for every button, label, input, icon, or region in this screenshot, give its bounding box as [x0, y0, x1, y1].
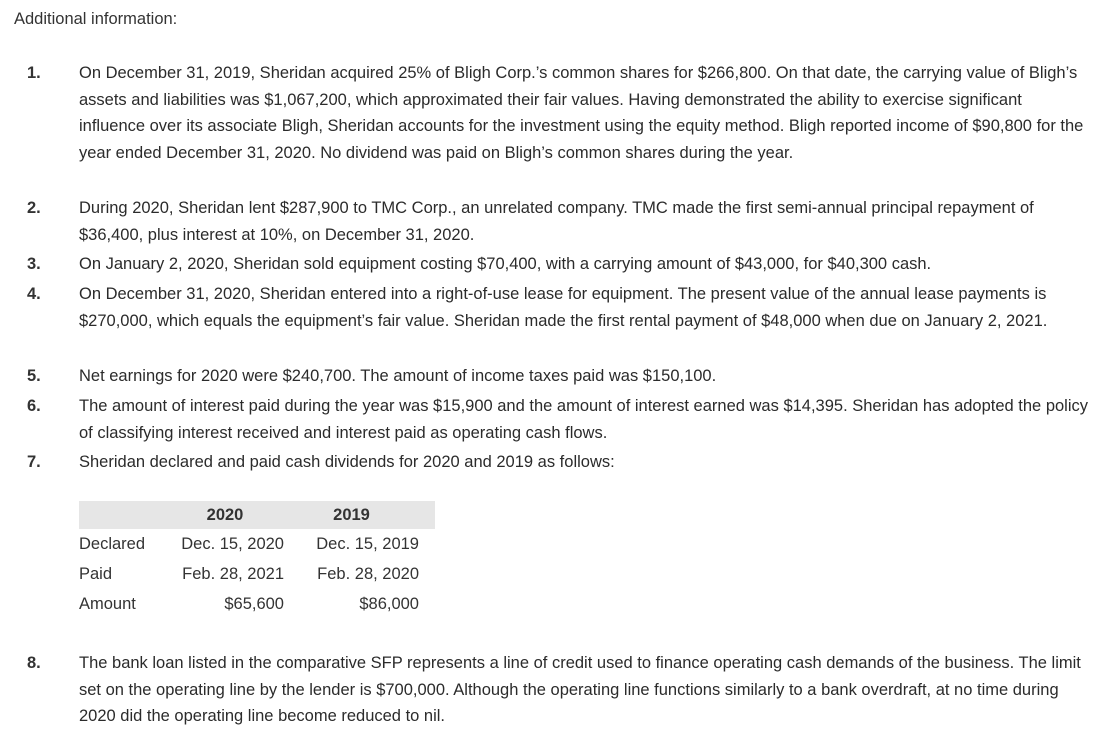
cell-2019: Feb. 28, 2020: [317, 564, 419, 583]
item-text: The amount of interest paid during the year was $15,900 and the amount of interest earned was $14,395. Sheridan has adopted the policy of classifying interest received and interest paid as operating cash flows.: [79, 397, 1089, 442]
item-number: 6.: [27, 397, 41, 415]
item-text: On January 2, 2020, Sheridan sold equipment costing $70,400, with a carrying amount of $43,000, for $40,300 cash.: [79, 255, 932, 273]
list-item: [14, 650, 1090, 730]
row-label: Declared: [79, 534, 146, 553]
list-item: [14, 363, 1090, 390]
table-row: [79, 529, 435, 559]
section-heading: Additional information:: [14, 10, 178, 28]
table-header-2019: 2019: [284, 501, 419, 529]
item-text: During 2020, Sheridan lent $287,900 to TMC Corp., an unrelated company. TMC made the first semi-annual principal repayment of $36,400, plus interest at 10%, on December 31, 2020.: [79, 199, 1034, 244]
list-item: [14, 251, 1090, 278]
item-number: 2.: [27, 199, 41, 217]
table-row: [79, 559, 435, 589]
table-header-2020: 2020: [166, 501, 284, 529]
cell-2020: $65,600: [224, 594, 284, 613]
list-item: [14, 195, 1090, 248]
row-label: Amount: [79, 594, 136, 613]
table-header-row: [79, 501, 435, 529]
item-text: Net earnings for 2020 were $240,700. The amount of income taxes paid was $150,100.: [79, 367, 717, 385]
list-item: [14, 60, 1090, 166]
cell-2020: Feb. 28, 2021: [182, 564, 284, 583]
list-item: [14, 393, 1090, 446]
item-number: 1.: [27, 64, 41, 82]
item-number: 4.: [27, 285, 41, 303]
table-row: [79, 589, 435, 619]
item-text: On December 31, 2020, Sheridan entered into a right-of-use lease for equipment. The present value of the annual lease payments is $270,000, which equals the equipment’s fair value. Sheridan made the first rental payment of $48,000 when due on January 2, 2021.: [79, 285, 1048, 330]
table-header-blank: [79, 501, 166, 529]
table-header-pad: [419, 501, 435, 529]
item-number: 7.: [27, 453, 41, 471]
item-number: 5.: [27, 367, 41, 385]
row-label: Paid: [79, 564, 113, 583]
cell-2020: Dec. 15, 2020: [181, 534, 284, 553]
list-item: [14, 449, 1090, 476]
dividends-table: [79, 501, 435, 619]
cell-2019: Dec. 15, 2019: [316, 534, 419, 553]
cell-2019: $86,000: [359, 594, 419, 613]
item-number: 8.: [27, 654, 41, 672]
item-number: 3.: [27, 255, 41, 273]
item-text: On December 31, 2019, Sheridan acquired 25% of Bligh Corp.’s common shares for $266,800. On that date, the carrying value of Bligh’s assets and liabilities was $1,067,200, which approximated their fair values. Having demonstrated the ability to exercise significant influence over its associate Bligh, Sheridan accounts for the investment using the equity method. Bligh reported income of $90,800 for the year ended December 31, 2020. No dividend was paid on Bligh’s common shares during the year.: [79, 64, 1084, 162]
item-text: Sheridan declared and paid cash dividends for 2020 and 2019 as follows:: [79, 453, 615, 471]
list-item: [14, 281, 1090, 334]
item-text: The bank loan listed in the comparative SFP represents a line of credit used to finance operating cash demands of the business. The limit set on the operating line by the lender is $700,000. Although the operating line functions similarly to a bank overdraft, at no time during 2020 did the operating line become reduced to nil.: [79, 654, 1081, 725]
